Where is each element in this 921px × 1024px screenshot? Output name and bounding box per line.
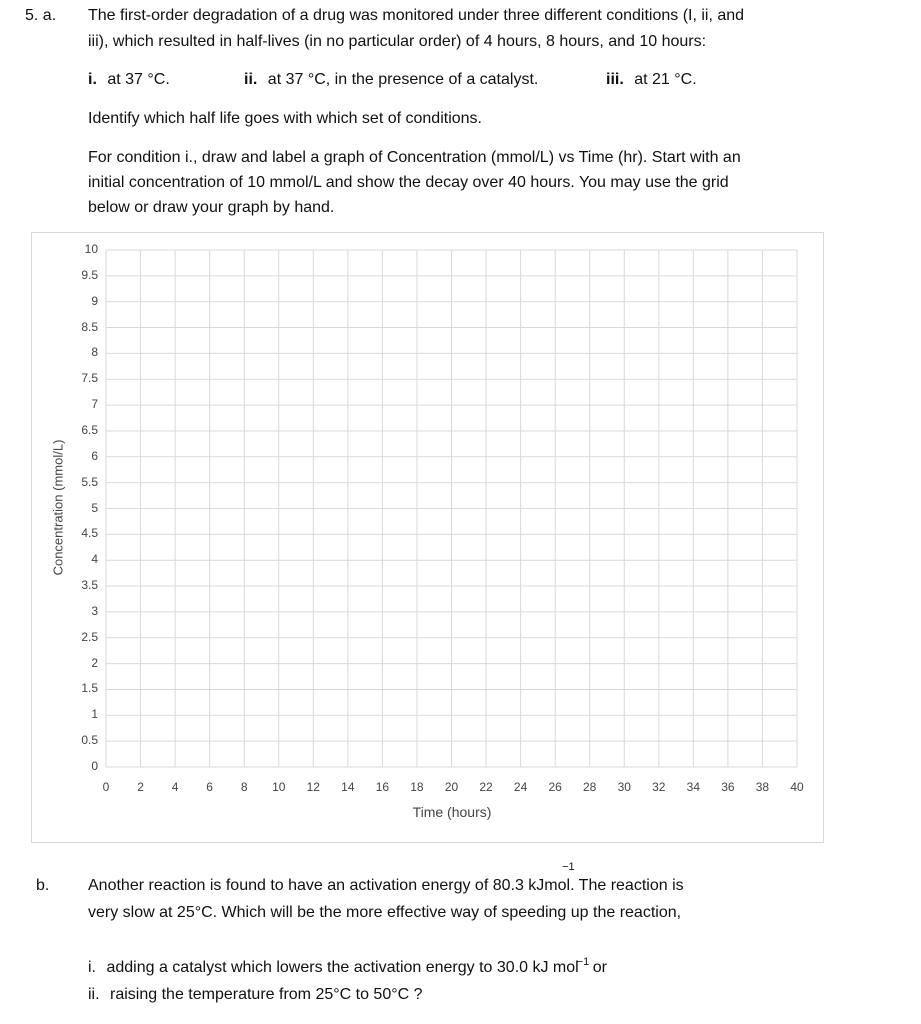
x-tick-label: 28 bbox=[583, 780, 597, 794]
x-tick-label: 8 bbox=[240, 780, 248, 794]
condition-i-text: at 37 °C. bbox=[107, 71, 170, 88]
option-i-text: adding a catalyst which lowers the activation energy to 30.0 kJ mol bbox=[106, 959, 579, 976]
question-number: 5. a. bbox=[25, 7, 57, 24]
x-tick-label: 30 bbox=[617, 780, 631, 794]
y-tick-label: 6 bbox=[91, 448, 98, 463]
condition-ii-num: ii. bbox=[244, 71, 258, 88]
option-i bbox=[88, 955, 607, 981]
y-tick-label: 4.5 bbox=[81, 526, 98, 541]
option-ii-text: raising the temperature from 25°C to 50°C ? bbox=[110, 986, 423, 1003]
condition-iii-num: iii. bbox=[606, 71, 624, 88]
part-b-line-1-sup: −1 bbox=[562, 861, 575, 873]
y-tick-label: 0.5 bbox=[81, 733, 98, 748]
part-b-line-2: very slow at 25°C. Which will be the more effective way of speeding up the reaction, bbox=[88, 904, 682, 921]
x-tick-label: 14 bbox=[341, 780, 355, 794]
y-tick-label: 1 bbox=[91, 707, 98, 722]
y-tick-label: 3 bbox=[91, 603, 98, 618]
y-tick-label: 3.5 bbox=[81, 578, 98, 593]
y-tick-label: 9.5 bbox=[81, 267, 98, 282]
x-tick-label: 36 bbox=[721, 780, 735, 794]
y-tick-label: 4 bbox=[91, 552, 98, 567]
draw-instruction-line-1: For condition i., draw and label a graph of Concentration (mmol/L) vs Time (hr). Start with an bbox=[88, 149, 741, 166]
part-b-line-1-end: . The reaction is bbox=[570, 877, 684, 894]
intro-line-1: The first-order degradation of a drug was monitored under three different conditions (I, ii, and bbox=[88, 7, 745, 24]
y-axis-label: Concentration (mmol/L) bbox=[50, 439, 66, 576]
y-tick-label: 2.5 bbox=[81, 629, 98, 644]
x-tick-label: 24 bbox=[513, 780, 528, 794]
option-i-num: i. bbox=[88, 959, 96, 976]
y-tick-label: 7 bbox=[91, 397, 98, 412]
y-tick-label: 9 bbox=[91, 293, 98, 308]
x-tick-label: 26 bbox=[548, 780, 562, 794]
identify-instruction: Identify which half life goes with which set of conditions. bbox=[88, 110, 482, 127]
x-tick-label: 40 bbox=[790, 780, 804, 794]
grid-lines bbox=[106, 250, 797, 767]
x-tick-label: 32 bbox=[652, 780, 666, 794]
x-tick-label: 10 bbox=[272, 780, 286, 794]
x-tick-label: 4 bbox=[171, 780, 179, 794]
y-tick-label: 1.5 bbox=[81, 681, 98, 696]
part-b-label: b. bbox=[36, 877, 50, 894]
part-b-line-1-text: Another reaction is found to have an activation energy of 80.3 kJmol bbox=[88, 877, 571, 894]
y-tick-label: 7.5 bbox=[81, 371, 98, 386]
x-tick-label: 18 bbox=[410, 780, 424, 794]
intro-line-2: iii), which resulted in half-lives (in no particular order) of 4 hours, 8 hours, and 10 hours: bbox=[88, 33, 707, 50]
x-tick-label: 22 bbox=[479, 780, 493, 794]
y-tick-label: 8.5 bbox=[81, 319, 98, 334]
y-tick-label: 6.5 bbox=[81, 422, 98, 437]
x-tick-label: 2 bbox=[137, 780, 144, 794]
y-tick-label: 10 bbox=[84, 242, 98, 256]
y-tick-label: 8 bbox=[91, 345, 98, 360]
y-tick-label: 2 bbox=[91, 655, 98, 670]
draw-instruction-line-2: initial concentration of 10 mmol/L and show the decay over 40 hours. You may use the grid bbox=[88, 174, 729, 191]
condition-i-num: i. bbox=[88, 71, 97, 88]
condition-iii-text: at 21 °C. bbox=[634, 71, 697, 88]
x-tick-label: 38 bbox=[755, 780, 770, 794]
part-b-line-1 bbox=[88, 861, 684, 899]
condition-ii-text: at 37 °C, in the presence of a catalyst. bbox=[267, 71, 539, 88]
x-tick-label: 20 bbox=[444, 780, 459, 794]
option-i-sup: −1 bbox=[576, 956, 590, 968]
option-ii-num: ii. bbox=[88, 986, 100, 1003]
x-tick-label: 12 bbox=[306, 780, 320, 794]
x-tick-label: 0 bbox=[102, 780, 110, 794]
y-tick-label: 5.5 bbox=[81, 474, 98, 489]
x-tick-label: 16 bbox=[375, 780, 390, 794]
y-tick-label: 0 bbox=[91, 759, 98, 773]
x-axis-label: Time (hours) bbox=[412, 804, 492, 820]
option-ii bbox=[88, 982, 423, 1008]
draw-instruction-line-3: below or draw your graph by hand. bbox=[88, 199, 335, 216]
y-tick-label: 5 bbox=[91, 500, 98, 515]
option-i-end: or bbox=[592, 959, 607, 976]
x-tick-label: 34 bbox=[686, 780, 701, 794]
x-tick-label: 6 bbox=[206, 780, 213, 794]
